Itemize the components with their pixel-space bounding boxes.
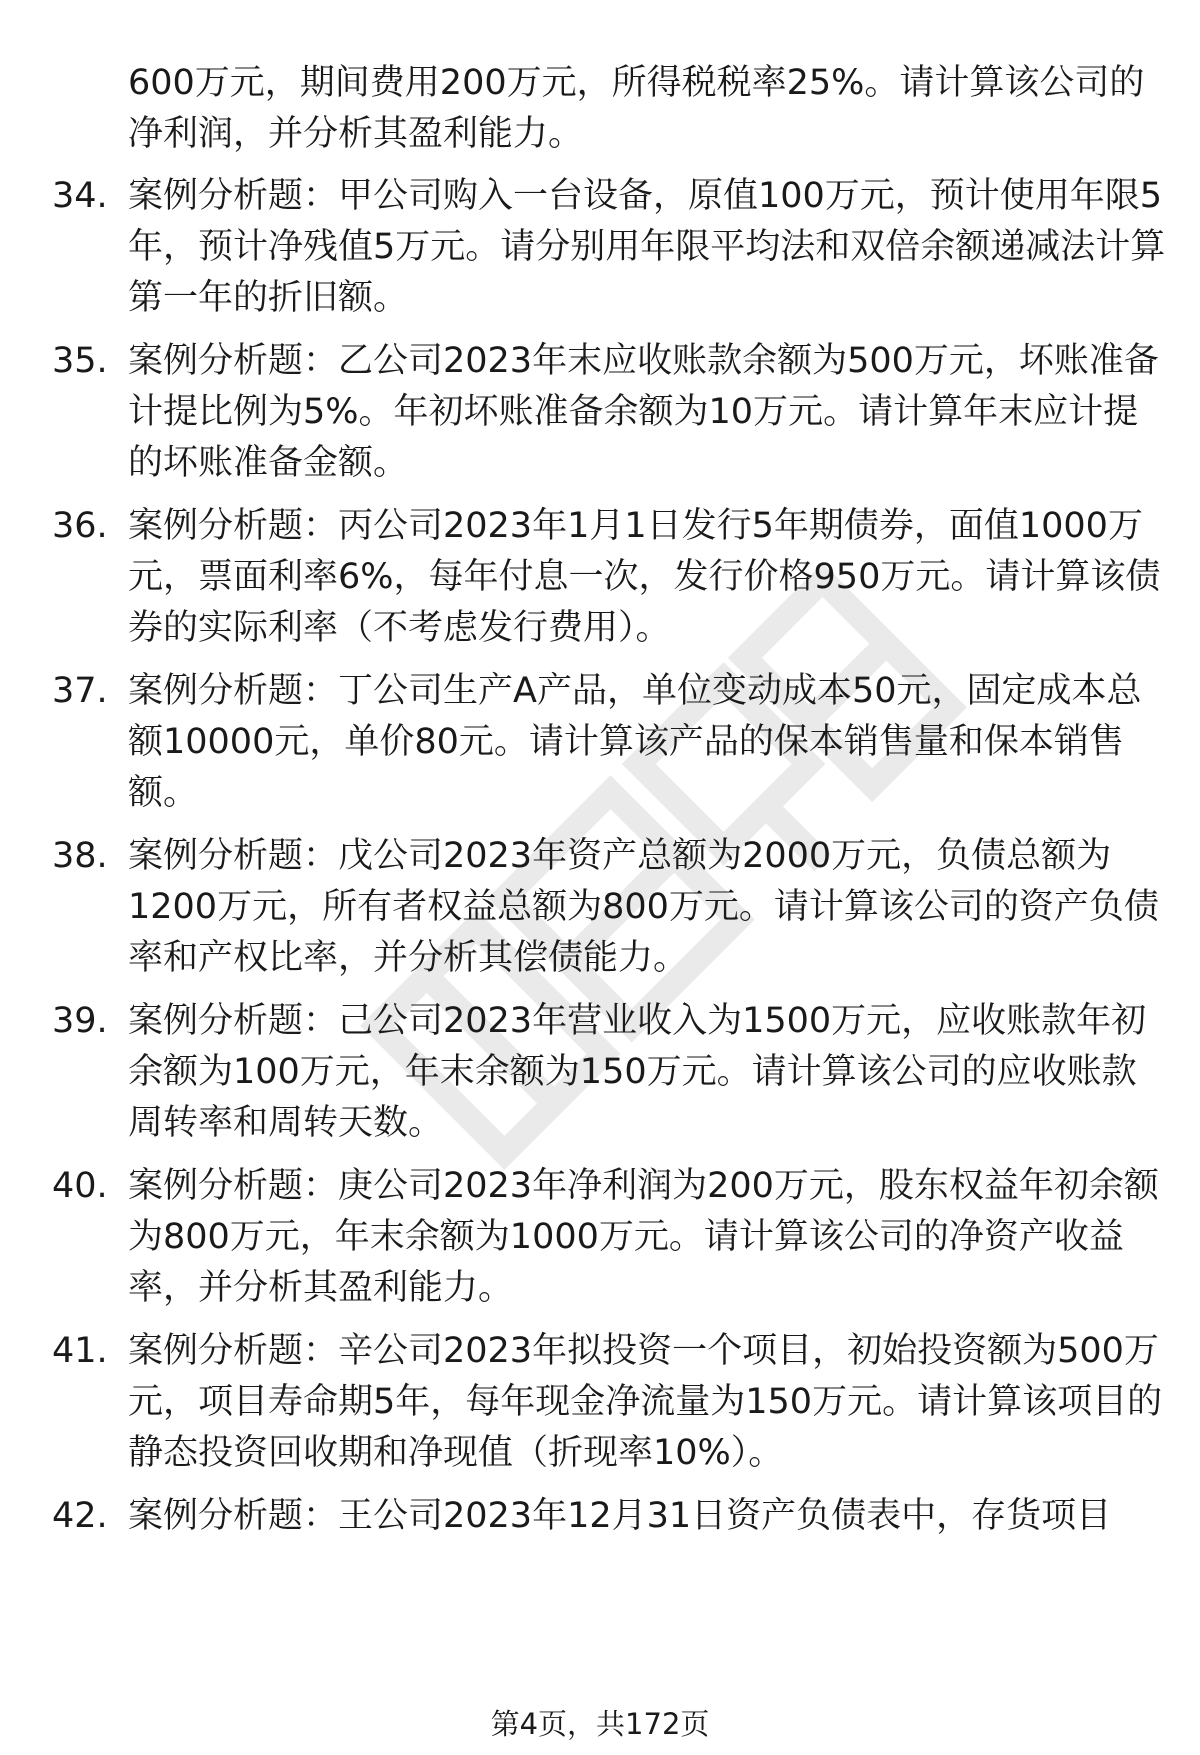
question-number: 35. <box>52 341 108 381</box>
question-text: 案例分析题：己公司2023年营业收入为1500万元，应收账款年初余额为100万元，年末余额为150万元。请计算该公司的应收账款周转率和周转天数。 <box>128 1001 1147 1143</box>
question-text: 案例分析题：王公司2023年12月31日资产负债表中，存货项目 <box>128 1496 1112 1536</box>
question-text: 案例分析题：甲公司购入一台设备，原值100万元，预计使用年限5年，预计净残值5万元。请分别用年限平均法和双倍余额递减法计算第一年的折旧额。 <box>128 176 1166 318</box>
question-39 <box>52 996 1172 1149</box>
question-number: 41. <box>52 1331 108 1371</box>
question-number: 39. <box>52 1001 108 1041</box>
question-number: 36. <box>52 506 108 546</box>
question-40 <box>52 1161 1172 1314</box>
question-37 <box>52 666 1172 819</box>
question-35 <box>52 336 1172 489</box>
question-text: 案例分析题：丁公司生产A产品，单位变动成本50元，固定成本总额10000元，单价80元。请计算该产品的保本销售量和保本销售额。 <box>128 671 1142 813</box>
question-number: 42. <box>52 1496 108 1536</box>
question-text: 案例分析题：乙公司2023年末应收账款余额为500万元，坏账准备计提比例为5%。年初坏账准备余额为10万元。请计算年末应计提的坏账准备金额。 <box>128 341 1159 483</box>
question-text: 案例分析题：戊公司2023年资产总额为2000万元，负债总额为1200万元，所有者权益总额为800万元。请计算该公司的资产负债率和产权比率，并分析其偿债能力。 <box>128 836 1159 978</box>
question-continuation: 600万元，期间费用200万元，所得税税率25%。请计算该公司的净利润，并分析其盈利能力。 <box>128 63 1145 154</box>
question-number: 37. <box>52 671 108 711</box>
question-38 <box>52 831 1172 984</box>
question-41 <box>52 1326 1172 1479</box>
page-footer: 第4页，共172页 <box>490 1707 710 1741</box>
question-text: 案例分析题：辛公司2023年拟投资一个项目，初始投资额为500万元，项目寿命期5年，每年现金净流量为150万元。请计算该项目的静态投资回收期和净现值（折现率10%）。 <box>128 1331 1163 1473</box>
question-text: 案例分析题：庚公司2023年净利润为200万元，股东权益年初余额为800万元，年末余额为1000万元。请计算该公司的净资产收益率，并分析其盈利能力。 <box>128 1166 1159 1308</box>
question-42 <box>52 1491 1172 1542</box>
question-36 <box>52 501 1172 654</box>
question-text: 案例分析题：丙公司2023年1月1日发行5年期债券，面值1000万元，票面利率6%，每年付息一次，发行价格950万元。请计算该债券的实际利率（不考虑发行费用）。 <box>128 506 1161 648</box>
question-number: 38. <box>52 836 108 876</box>
question-number: 40. <box>52 1166 108 1206</box>
question-34 <box>52 171 1172 324</box>
question-number: 34. <box>52 176 108 216</box>
